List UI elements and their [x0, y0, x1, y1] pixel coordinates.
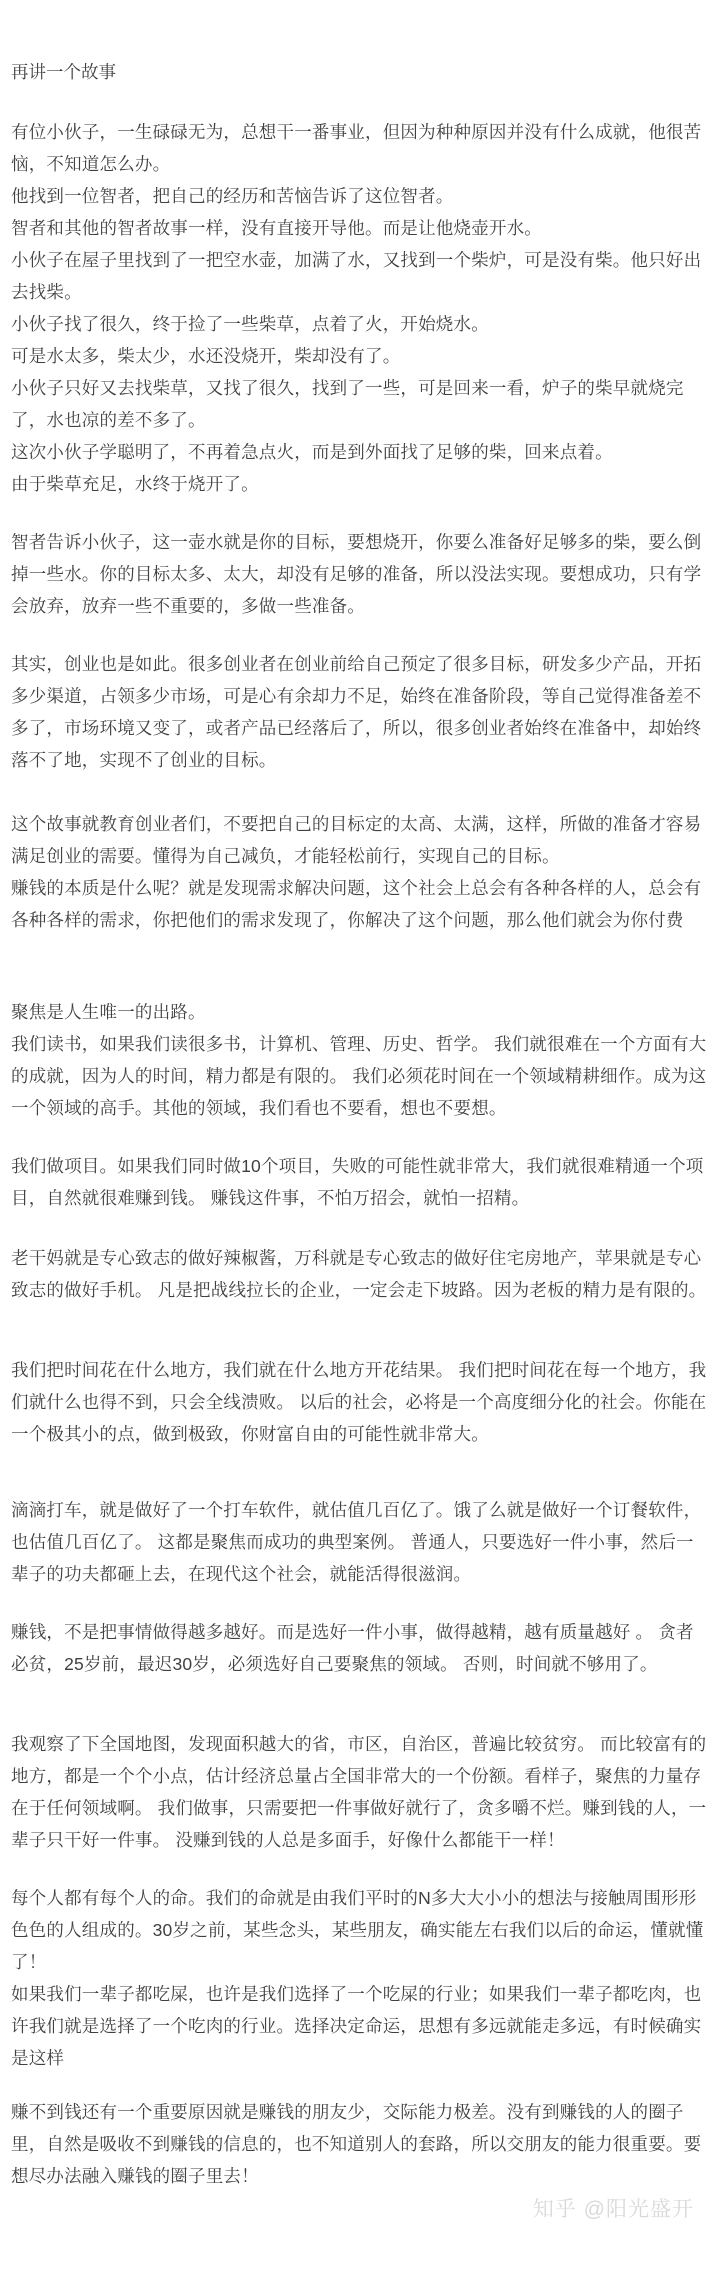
paragraph-fate	[11, 1882, 710, 2074]
paragraph-pick-one-thing	[11, 1616, 710, 1680]
paragraph-startup-analogy	[11, 648, 710, 776]
paragraph-time	[11, 1354, 710, 1450]
text-line: 小伙子在屋子里找到了一把空水壶，加满了水，又找到一个柴炉，可是没有柴。他只好出去找柴。	[11, 250, 702, 302]
text-line: 赚钱的本质是什么呢？就是发现需求解决问题，这个社会上总会有各种各样的人，总会有各种各样的需求，你把他们的需求发现了，你解决了这个问题，那么他们就会为你付费	[11, 878, 702, 930]
paragraph-focus	[11, 996, 710, 1124]
text-line: 他找到一位智者，把自己的经历和苦恼告诉了这位智者。	[11, 186, 454, 206]
text-line: 赚不到钱还有一个重要原因就是赚钱的朋友少，交际能力极差。没有到赚钱的人的圈子里，自然是吸收不到赚钱的信息的，也不知道别人的套路，所以交朋友的能力很重要。要想尽办法融入赚钱的圈子里去！	[11, 2102, 702, 2186]
text-line: 赚钱，不是把事情做得越多越好。而是选好一件小事，做得越精，越有质量越好 。 贪者必贫，25岁前，最迟30岁，必须选好自己要聚焦的领域。 否则，时间就不够用了。	[11, 1622, 694, 1674]
text-line: 这次小伙子学聪明了，不再着急点火，而是到外面找了足够的柴，回来点着。	[11, 442, 613, 462]
text-line: 如果我们一辈子都吃屎，也许是我们选择了一个吃屎的行业；如果我们一辈子都吃肉，也许我们就是选择了一个吃肉的行业。选择决定命运，思想有多远就能走多远，有时候确实是这样	[11, 1984, 702, 2068]
text-line: 我们把时间花在什么地方，我们就在什么地方开花结果。 我们把时间花在每一个地方，我们就什么也得不到，只会全线溃败。 以后的社会，必将是一个高度细分化的社会。你能在一个极其小的点，做到极致，你财富自由的可能性就非常大。	[11, 1360, 707, 1444]
text-line: 我们读书，如果我们读很多书，计算机、管理、历史、哲学。 我们就很难在一个方面有大的成就，因为人的时间，精力都是有限的。 我们必须花时间在一个领域精耕细作。成为这一个领域的高手。其他的领域，我们看也不要看，想也不要想。	[11, 1034, 707, 1118]
text-line: 智者和其他的智者故事一样，没有直接开导他。而是让他烧壶开水。	[11, 218, 542, 238]
text-line: 智者告诉小伙子，这一壶水就是你的目标，要想烧开，你要么准备好足够多的柴，要么倒掉一些水。你的目标太多、太大，却没有足够的准备，所以没法实现。要想成功，只有学会放弃，放弃一些不重要的，多做一些准备。	[11, 532, 702, 616]
text-line: 滴滴打车，就是做好了一个打车软件，就估值几百亿了。饿了么就是做好一个订餐软件，也估值几百亿了。 这都是聚焦而成功的典型案例。 普通人，只要选好一件小事，然后一辈子的功夫都砸上去，在现代这个社会，就能活得很滋润。	[11, 1500, 702, 1584]
text-line: 可是水太多，柴太少，水还没烧开，柴却没有了。	[11, 346, 401, 366]
text-line: 我观察了下全国地图，发现面积越大的省，市区，自治区，普遍比较贫穷。 而比较富有的地方，都是一个个小点，估计经济总量占全国非常大的一个份额。看样子，聚焦的力量存在于任何领域啊。 我们做事，只需要把一件事做好就行了，贪多嚼不烂。赚到钱的人，一辈子只干好一件事。 没赚到钱的人总是多面手，好像什么都能干一样！	[11, 1734, 707, 1850]
paragraph-app-examples	[11, 1494, 710, 1590]
paragraph-story	[11, 116, 710, 500]
text-line: 由于柴草充足，水终于烧开了。	[11, 474, 259, 494]
text-line: 聚焦是人生唯一的出路。	[11, 1002, 206, 1022]
text-line: 小伙子只好又去找柴草，又找了很久，找到了一些，可是回来一看，炉子的柴早就烧完了，水也凉的差不多了。	[11, 378, 684, 430]
text-line: 有位小伙子，一生碌碌无为，总想干一番事业，但因为种种原因并没有什么成就，他很苦恼，不知道怎么办。	[11, 122, 702, 174]
text-line: 我们做项目。如果我们同时做10个项目，失败的可能性就非常大，我们就很难精通一个项目，自然就很难赚到钱。 赚钱这件事，不怕万招会，就怕一招精。	[11, 1156, 704, 1208]
text-line: 每个人都有每个人的命。我们的命就是由我们平时的N多大大小小的想法与接触周围形形色色的人组成的。30岁之前，某些念头，某些朋友，确实能左右我们以后的命运，懂就懂了！	[11, 1888, 704, 1972]
paragraph-map-observation	[11, 1728, 710, 1856]
text-line: 这个故事就教育创业者们，不要把自己的目标定的太高、太满，这样，所做的准备才容易满足创业的需要。懂得为自己减负，才能轻松前行，实现自己的目标。	[11, 814, 702, 866]
paragraph-projects	[11, 1150, 710, 1214]
page-title: 再讲一个故事	[11, 62, 116, 82]
paragraph-lesson	[11, 808, 710, 936]
paragraph-social-circle	[11, 2096, 710, 2192]
zhihu-author-watermark: 知乎 @阳光盛开	[532, 2198, 694, 2221]
text-line: 其实，创业也是如此。很多创业者在创业前给自己预定了很多目标，研发多少产品，开拓多少渠道，占领多少市场，可是心有余却力不足，始终在准备阶段，等自己觉得准备差不多了，市场环境又变了，或者产品已经落后了，所以，很多创业者始终在准备中，却始终落不了地，实现不了创业的目标。	[11, 654, 702, 770]
text-line: 小伙子找了很久，终于捡了一些柴草，点着了火，开始烧水。	[11, 314, 489, 334]
paragraph-advice	[11, 526, 710, 622]
text-line: 老干妈就是专心致志的做好辣椒酱，万科就是专心致志的做好住宅房地产，苹果就是专心致志的做好手机。 凡是把战线拉长的企业，一定会走下坡路。因为老板的精力是有限的。	[11, 1248, 707, 1300]
paragraph-company-examples	[11, 1242, 710, 1306]
